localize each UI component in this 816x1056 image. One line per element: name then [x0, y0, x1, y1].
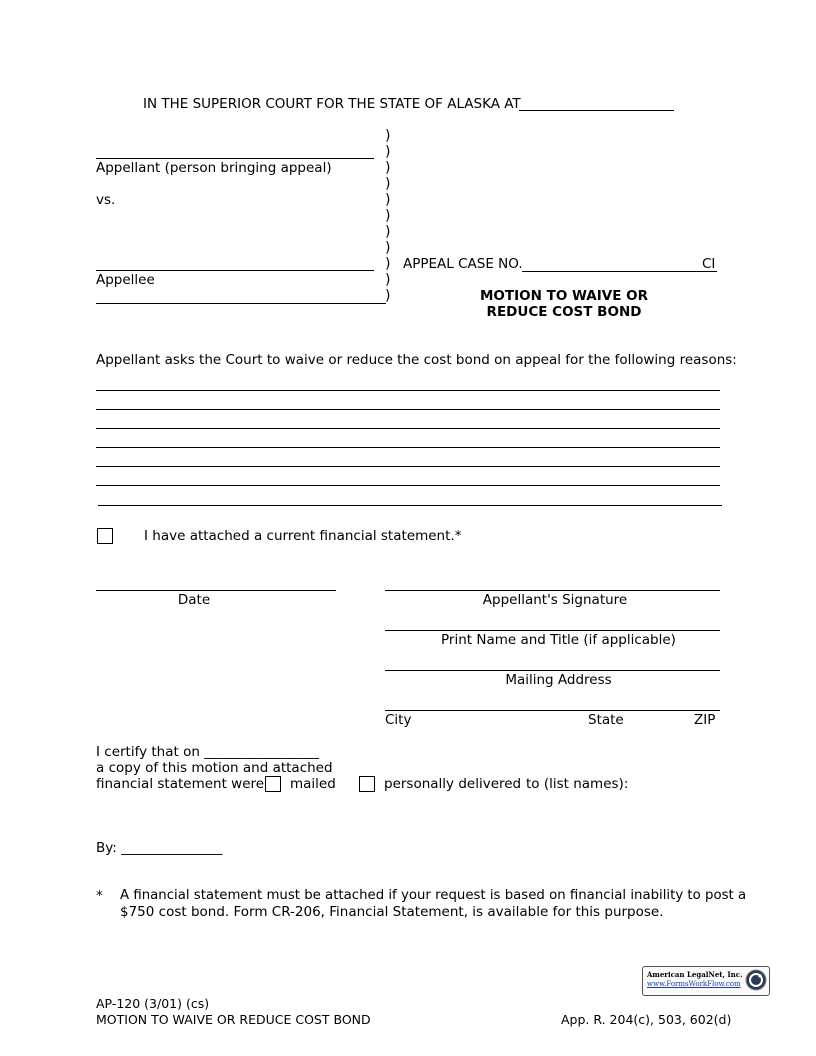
- list-names-label: to (list names):: [526, 776, 629, 792]
- case-number-suffix: CI: [702, 256, 716, 272]
- signature-label: Appellant's Signature: [482, 592, 628, 608]
- caption-paren: ): [385, 192, 391, 208]
- print-name-field[interactable]: [385, 630, 720, 631]
- financial-statement-label: I have attached a current financial statement.*: [144, 528, 462, 544]
- mailing-address-field[interactable]: [385, 670, 720, 671]
- caption-paren: ): [385, 208, 391, 224]
- financial-statement-checkbox[interactable]: [97, 528, 113, 544]
- appellant-label: Appellant (person bringing appeal): [96, 160, 332, 176]
- american-legalnet-logo: [642, 966, 770, 996]
- caption-paren: ): [385, 288, 391, 304]
- caption-bottom-rule: [96, 303, 386, 304]
- footnote-line2: $750 cost bond. Form CR-206, Financial Statement, is available for this purpose.: [120, 904, 664, 920]
- by-signature-label: By: _______________: [96, 840, 223, 856]
- case-number-label: APPEAL CASE NO.: [403, 256, 523, 272]
- caption-paren: ): [385, 240, 391, 256]
- signature-field[interactable]: [385, 590, 720, 591]
- footnote-line1: A financial statement must be attached if your request is based on financial inability to post a: [120, 888, 747, 903]
- reason-line[interactable]: [98, 505, 722, 506]
- date-field[interactable]: [96, 590, 336, 591]
- caption-paren: ): [385, 144, 391, 160]
- mailed-label: mailed: [290, 776, 336, 792]
- certify-line1: I certify that on _________________: [96, 744, 319, 760]
- reason-line[interactable]: [96, 447, 720, 448]
- logo-company: American LegalNet, Inc.: [647, 970, 743, 979]
- date-label: Date: [177, 592, 211, 608]
- state-label: State: [588, 712, 624, 728]
- appellee-name-field[interactable]: [96, 270, 374, 271]
- certify-line2: a copy of this motion and attached: [96, 760, 333, 776]
- form-title-footer: MOTION TO WAIVE OR REDUCE COST BOND: [96, 1012, 371, 1027]
- personally-delivered-checkbox[interactable]: [359, 776, 375, 792]
- reason-line[interactable]: [96, 428, 720, 429]
- request-text: Appellant asks the Court to waive or reduce the cost bond on appeal for the following reasons:: [96, 352, 737, 368]
- city-label: City: [385, 712, 412, 728]
- print-name-label: Print Name and Title (if applicable): [441, 632, 676, 648]
- certify-line3: financial statement were: [96, 776, 265, 792]
- caption-paren: ): [385, 128, 391, 144]
- caption-paren: ): [385, 224, 391, 240]
- reason-line[interactable]: [96, 485, 720, 486]
- footnote-star: *: [96, 888, 103, 904]
- form-number: AP-120 (3/01) (cs): [96, 996, 210, 1011]
- court-location-field[interactable]: [519, 110, 674, 111]
- caption-paren: ): [385, 256, 391, 272]
- motion-title-line2: REDUCE COST BOND: [486, 304, 642, 320]
- appellant-name-field[interactable]: [96, 158, 374, 159]
- appellee-label: Appellee: [96, 272, 155, 288]
- logo-url: www.FormsWorkFlow.com: [647, 980, 741, 988]
- zip-label: ZIP: [694, 712, 716, 728]
- versus-label: vs.: [96, 192, 116, 208]
- court-title: IN THE SUPERIOR COURT FOR THE STATE OF ALASKA AT: [143, 96, 521, 112]
- logo-emblem-icon: [745, 969, 767, 991]
- reason-line[interactable]: [96, 390, 720, 391]
- personally-delivered-label: personally delivered: [384, 776, 522, 792]
- case-number-field[interactable]: [522, 271, 717, 272]
- caption-paren: ): [385, 160, 391, 176]
- reason-line[interactable]: [96, 409, 720, 410]
- caption-paren: ): [385, 176, 391, 192]
- rule-reference: App. R. 204(c), 503, 602(d): [561, 1012, 732, 1027]
- reason-line[interactable]: [96, 466, 720, 467]
- caption-paren: ): [385, 272, 391, 288]
- mailing-address-label: Mailing Address: [505, 672, 612, 688]
- motion-title-line1: MOTION TO WAIVE OR: [480, 288, 648, 304]
- city-state-zip-field[interactable]: [385, 710, 720, 711]
- mailed-checkbox[interactable]: [265, 776, 281, 792]
